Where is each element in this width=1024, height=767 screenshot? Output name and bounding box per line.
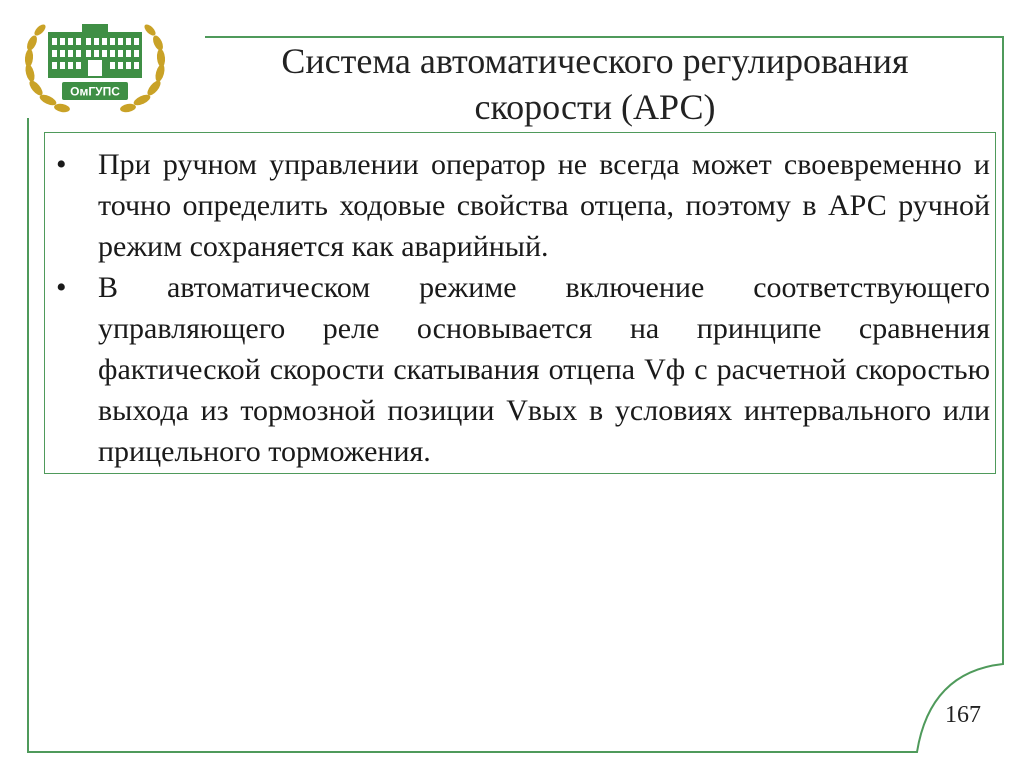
laurel-emblem-icon	[20, 18, 170, 118]
bullet-list	[54, 144, 990, 472]
building-icon	[48, 24, 142, 78]
slide-title-line1: Система автоматического регулирования	[281, 41, 909, 81]
bullet-text: При ручном управлении оператор не всегда может своевременно и точно определить ходовые свойства отцепа, поэтому в АРС ручной режим сохраняется как аварийный.	[98, 148, 990, 263]
slide-title	[215, 38, 975, 130]
logo-text: ОмГУПС	[70, 84, 120, 99]
bullet-item	[54, 144, 990, 267]
bullet-marker: •	[56, 148, 67, 181]
page-number: 167	[945, 702, 981, 728]
bullet-marker: •	[56, 271, 67, 304]
slide-title-line2: скорости (АРС)	[474, 87, 716, 127]
bullet-item	[54, 267, 990, 472]
university-logo	[20, 18, 170, 118]
bullet-text: В автоматическом режиме включение соответствующего управляющего реле основывается на принципе сравнения фактической скорости скатывания отцепа Vф с расчетной скоростью выхода из тормозной позиции Vвых в условиях интервального или прицельного торможения.	[98, 271, 990, 468]
